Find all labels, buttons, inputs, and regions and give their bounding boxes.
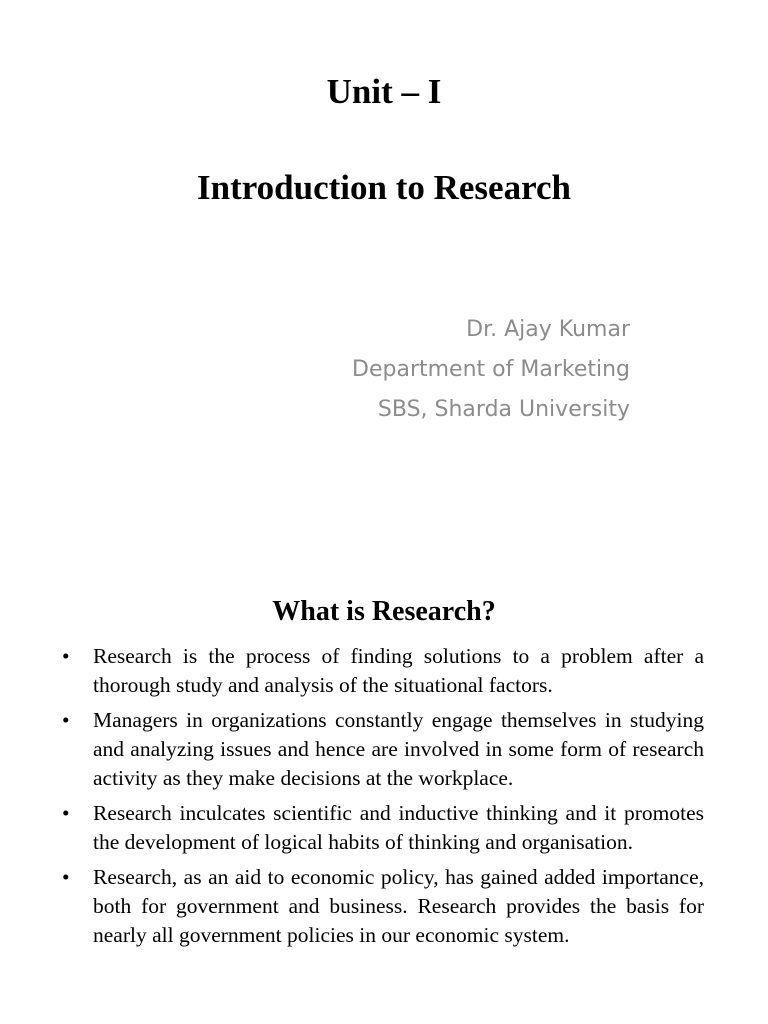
bullet-icon: • bbox=[62, 865, 70, 889]
content-slide bbox=[0, 576, 768, 1024]
bullet-item bbox=[62, 642, 704, 700]
section-heading: What is Research? bbox=[272, 596, 496, 627]
bullet-text: Research inculcates scientific and inductive thinking and it promotes the development of logical habits of thinking and organisation. bbox=[93, 801, 704, 854]
bullet-text: Managers in organizations constantly engage themselves in studying and analyzing issues and hence are involved in some form of research activity as they make decisions at the workplace. bbox=[93, 708, 704, 790]
bullet-icon: • bbox=[62, 801, 70, 825]
bullet-text: Research, as an aid to economic policy, has gained added importance, both for government and business. Research provides the basis for nearly all government policies in our economic system. bbox=[93, 865, 704, 947]
bullet-item bbox=[62, 799, 704, 857]
unit-title: Unit – I bbox=[326, 72, 442, 111]
author-department: Department of Marketing bbox=[352, 357, 630, 382]
author-block bbox=[352, 310, 630, 430]
bullet-icon: • bbox=[62, 708, 70, 732]
author-name: Dr. Ajay Kumar bbox=[466, 317, 630, 342]
author-institution: SBS, Sharda University bbox=[377, 397, 630, 422]
presentation-title: Introduction to Research bbox=[197, 168, 571, 207]
bullet-list bbox=[62, 642, 704, 956]
bullet-text: Research is the process of finding solutions to a problem after a thorough study and analysis of the situational factors. bbox=[93, 644, 704, 697]
bullet-item bbox=[62, 863, 704, 950]
bullet-item bbox=[62, 706, 704, 793]
bullet-icon: • bbox=[62, 644, 70, 668]
